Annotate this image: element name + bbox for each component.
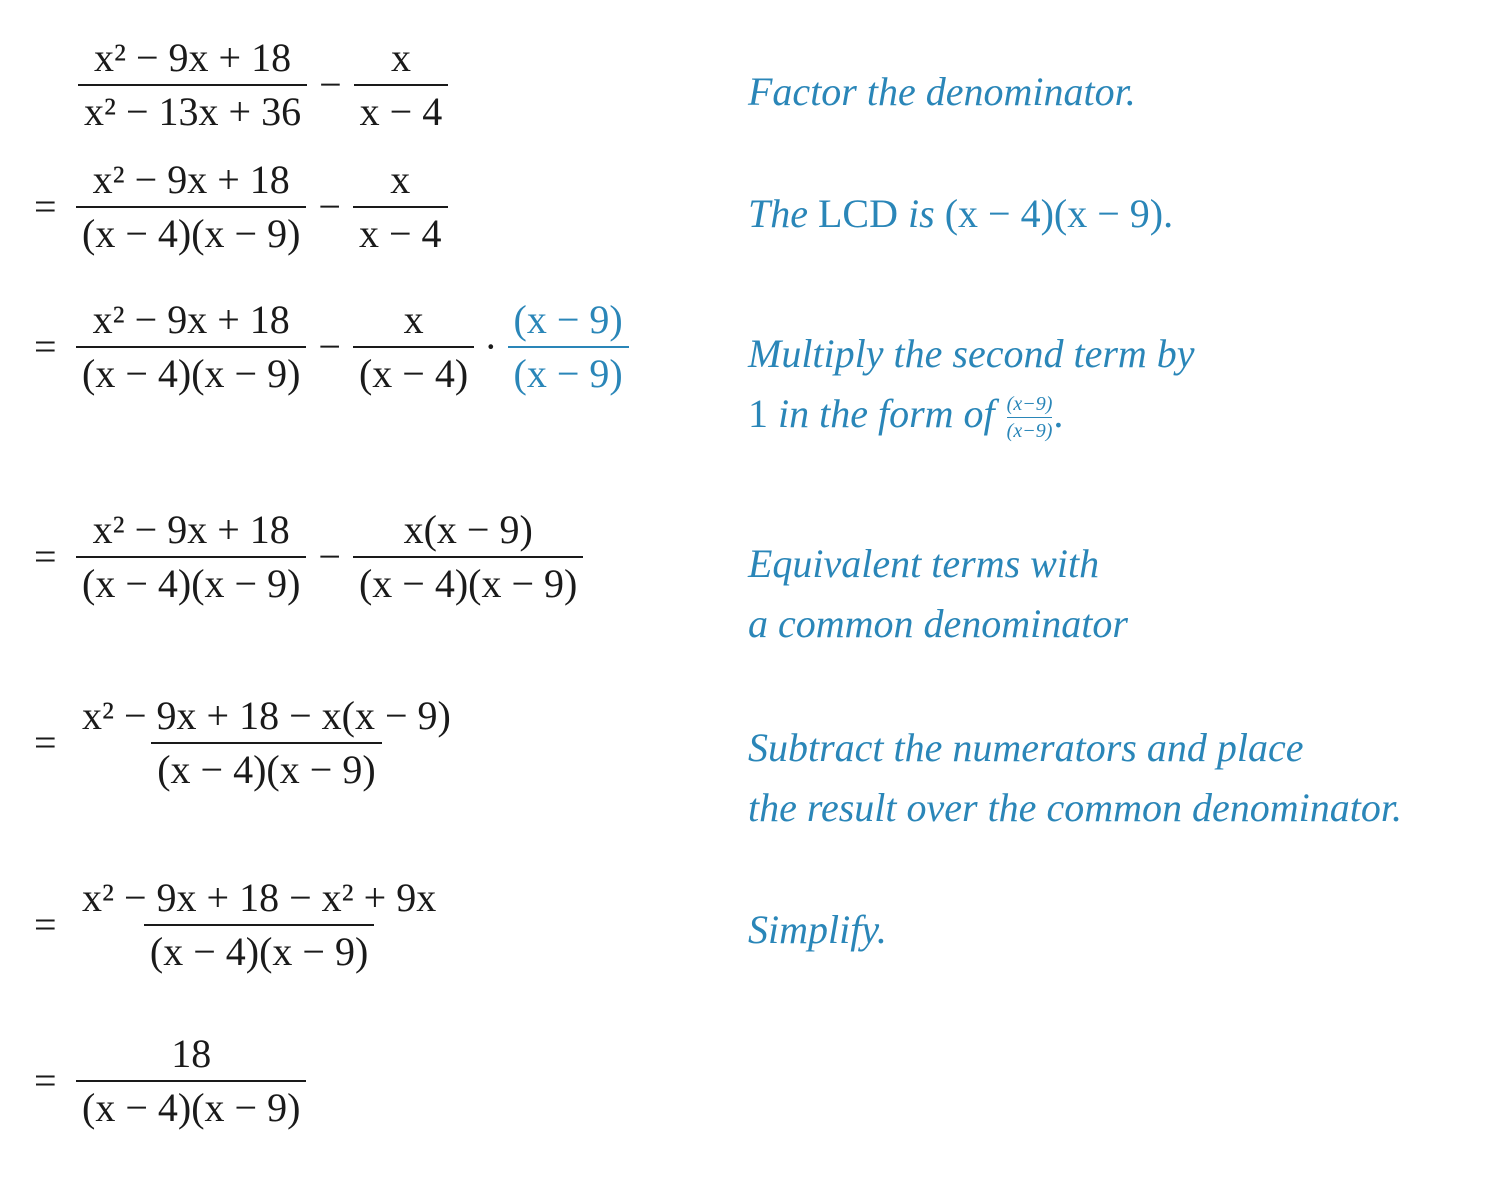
numerator: x² − 9x + 18 <box>92 157 290 202</box>
denominator: (x − 9) <box>508 346 629 394</box>
numerator: x(x − 9) <box>403 507 533 552</box>
step-3-note <box>748 534 1128 654</box>
step-4-note <box>748 718 1402 838</box>
equals-sign: = <box>34 184 57 229</box>
numerator: x² − 9x + 18 <box>92 507 290 552</box>
note-line: Simplify. <box>748 907 887 952</box>
note-line: Equivalent terms with <box>748 541 1100 586</box>
step-1-note <box>748 184 1173 244</box>
fraction <box>76 875 442 974</box>
denominator: x − 4 <box>354 84 449 132</box>
numerator: x² − 9x + 18 <box>94 35 292 80</box>
fraction <box>76 1031 306 1130</box>
note-line: Factor the denominator. <box>748 69 1136 114</box>
numerator: (x−9) <box>1006 393 1053 416</box>
note-line: Multiply the second term by <box>748 331 1195 376</box>
denominator: (x − 4)(x − 9) <box>144 924 374 972</box>
fraction <box>353 507 583 606</box>
denominator: (x − 4) <box>353 346 474 394</box>
step-4-expression <box>34 693 461 792</box>
numerator: x² − 9x + 18 − x² + 9x <box>82 875 437 920</box>
note-lcd-value: (x − 4)(x − 9). <box>944 191 1174 236</box>
step-3-expression <box>34 507 587 606</box>
denominator: (x − 4)(x − 9) <box>76 206 306 254</box>
equals-sign: = <box>34 902 57 947</box>
minus-operator: − <box>318 534 341 579</box>
equals-sign: = <box>34 1058 57 1103</box>
denominator: (x−9) <box>1007 417 1053 442</box>
numerator: x² − 9x + 18 <box>92 297 290 342</box>
denominator: (x − 4)(x − 9) <box>151 742 381 790</box>
note-line: a common denominator <box>748 601 1128 646</box>
note-line <box>748 384 1195 444</box>
numerator: x <box>390 35 411 80</box>
minus-operator: − <box>319 62 342 107</box>
numerator: (x − 9) <box>513 297 623 342</box>
fraction <box>76 693 457 792</box>
highlighted-fraction <box>508 297 629 396</box>
note-text: in the form of <box>768 391 1005 436</box>
denominator: x − 4 <box>353 206 448 254</box>
denominator: (x − 4)(x − 9) <box>76 556 306 604</box>
denominator: x² − 13x + 36 <box>78 84 307 132</box>
denominator: (x − 4)(x − 9) <box>76 346 306 394</box>
step-6-expression <box>34 1031 310 1130</box>
numerator: 18 <box>171 1031 212 1076</box>
numerator: x² − 9x + 18 − x(x − 9) <box>82 693 451 738</box>
note-one: 1 <box>748 391 768 436</box>
step-1-expression <box>34 157 452 256</box>
note-text: The <box>748 191 818 236</box>
denominator: (x − 4)(x − 9) <box>353 556 583 604</box>
note-line: Subtract the numerators and place <box>748 725 1304 770</box>
note-line: the result over the common denominator. <box>748 785 1402 830</box>
note-fraction <box>1007 393 1053 442</box>
numerator: x <box>390 157 411 202</box>
minus-operator: − <box>318 184 341 229</box>
multiply-dot: · <box>484 324 498 369</box>
fraction <box>76 157 306 256</box>
equals-sign: = <box>34 720 57 765</box>
fraction <box>354 35 449 134</box>
fraction <box>353 157 448 256</box>
step-2-note <box>748 324 1195 444</box>
minus-operator: − <box>318 324 341 369</box>
fraction <box>76 507 306 606</box>
step-2-expression <box>34 297 633 396</box>
step-5-expression <box>34 875 446 974</box>
step-5-note <box>748 900 887 960</box>
note-period: . <box>1054 391 1065 436</box>
step-0-expression <box>74 35 452 134</box>
step-0-note <box>748 62 1136 122</box>
fraction <box>76 297 306 396</box>
note-lcd: LCD <box>818 191 898 236</box>
numerator: x <box>403 297 424 342</box>
equals-sign: = <box>34 324 57 369</box>
fraction <box>353 297 474 396</box>
denominator: (x − 4)(x − 9) <box>76 1080 306 1128</box>
equals-sign: = <box>34 534 57 579</box>
note-text: is <box>898 191 945 236</box>
fraction <box>78 35 307 134</box>
